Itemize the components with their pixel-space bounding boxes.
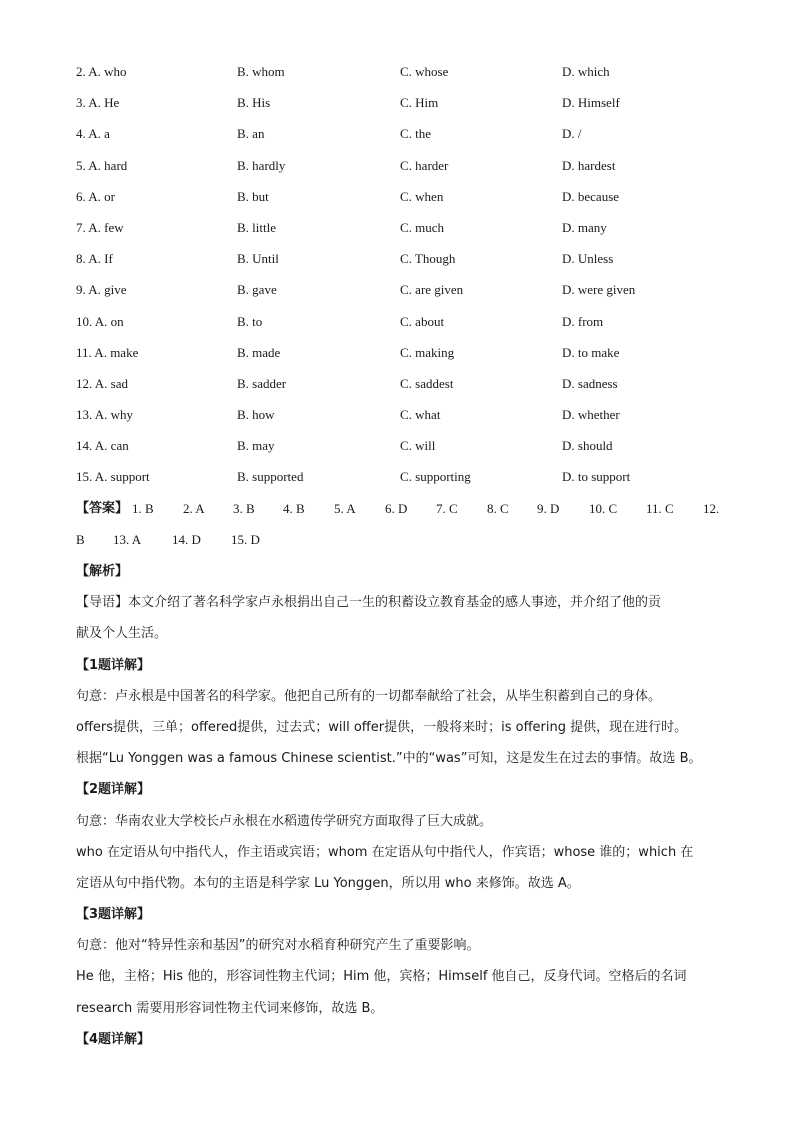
option-a: 11. A. make xyxy=(76,344,139,360)
option-a: 4. A. a xyxy=(76,126,110,142)
answer-item: 10. C xyxy=(589,501,618,516)
option-row xyxy=(76,312,736,343)
answer-label: 【答案】 xyxy=(76,501,129,516)
option-row xyxy=(76,93,736,124)
q1-line: 根据“Lu Yonggen was a famous Chinese scientist.”中的“was”可知，这是发生在过去的事情。故选 B。 xyxy=(76,751,702,767)
option-a: 8. A. If xyxy=(76,251,113,267)
option-c: C. what xyxy=(400,407,441,423)
q2-line: 句意：华南农业大学校长卢永根在水稻遗传学研究方面取得了巨大成就。 xyxy=(76,813,493,829)
option-d: D. hardest xyxy=(562,157,616,173)
q3-line: 句意：他对“特异性亲和基因”的研究对水稻育种研究产生了重要影响。 xyxy=(76,938,480,954)
option-b: B. an xyxy=(237,126,265,142)
answer-item: 9. D xyxy=(537,501,560,516)
q2-line: who 在定语从句中指代人，作主语或宾语；whom 在定语从句中指代人，作宾语；whose 谁的；which 在 xyxy=(76,844,694,860)
option-a: 15. A. support xyxy=(76,469,150,485)
option-row xyxy=(76,343,736,374)
option-row xyxy=(76,124,736,155)
option-a: 10. A. on xyxy=(76,313,124,329)
option-a: 9. A. give xyxy=(76,282,127,298)
answer-item: 12. xyxy=(703,501,720,516)
option-row xyxy=(76,374,736,405)
answer-line-2 xyxy=(76,530,736,561)
option-d: D. to support xyxy=(562,469,631,485)
option-c: C. much xyxy=(400,219,445,235)
option-c: C. Though xyxy=(400,251,456,267)
q3-line: He 他，主格；His 他的，形容词性物主代词；Him 他，宾格；Himself 他自己，反身代词。空格后的名词 xyxy=(76,969,687,985)
option-c: C. supporting xyxy=(400,469,471,485)
option-d: D. / xyxy=(562,126,582,142)
option-b: B. may xyxy=(237,438,275,454)
option-c: C. making xyxy=(400,344,455,360)
answer-block xyxy=(76,499,736,561)
option-d: D. were given xyxy=(562,282,636,298)
intro-line: 【导语】本文介绍了著名科学家卢永根捐出自己一生的积蓄设立教育基金的感人事迹，并介绍了他的贡 xyxy=(76,595,662,611)
option-row xyxy=(76,436,736,467)
option-row xyxy=(76,218,736,249)
option-d: D. many xyxy=(562,219,607,235)
option-c: C. will xyxy=(400,438,436,454)
option-a: 12. A. sad xyxy=(76,375,128,391)
option-a: 7. A. few xyxy=(76,219,124,235)
answer-item: 11. C xyxy=(646,501,674,516)
analysis-heading: 【解析】 xyxy=(76,564,129,579)
answer-item: 15. D xyxy=(231,532,260,547)
option-d: D. whether xyxy=(562,407,620,423)
option-a: 6. A. or xyxy=(76,188,115,204)
option-d: D. which xyxy=(562,64,610,79)
answer-line-1 xyxy=(76,499,736,530)
option-row xyxy=(76,187,736,218)
answer-item: 3. B xyxy=(233,501,255,516)
option-c: C. when xyxy=(400,188,444,204)
option-d: D. Unless xyxy=(562,251,614,267)
q2-line: 定语从句中指代物。本句的主语是科学家 Lu Yonggen，所以用 who 来修饰。故选 A。 xyxy=(76,875,580,891)
option-c: C. harder xyxy=(400,157,449,173)
option-b: B. Until xyxy=(237,251,279,267)
option-c: C. about xyxy=(400,313,445,329)
analysis-section xyxy=(76,561,724,1060)
option-row xyxy=(76,249,736,280)
option-d: D. to make xyxy=(562,344,620,360)
option-b: B. sadder xyxy=(237,375,287,391)
q4-heading: 【4题详解】 xyxy=(76,1031,151,1047)
option-b: B. supported xyxy=(237,469,304,485)
option-row xyxy=(76,405,736,436)
option-b: B. but xyxy=(237,188,269,204)
answer-item: 4. B xyxy=(283,501,305,516)
option-b: B. made xyxy=(237,344,281,360)
option-b: B. hardly xyxy=(237,157,286,173)
q1-heading: 【1题详解】 xyxy=(76,657,151,673)
options-table xyxy=(76,62,736,499)
option-a: 5. A. hard xyxy=(76,157,128,173)
option-d: D. because xyxy=(562,188,620,204)
option-a: 2. A. who xyxy=(76,64,127,79)
option-d: D. should xyxy=(562,438,613,454)
answer-item: 7. C xyxy=(436,501,458,516)
answer-item: 6. D xyxy=(385,501,408,516)
option-a: 13. A. why xyxy=(76,407,134,423)
option-row xyxy=(76,280,736,311)
option-b: B. gave xyxy=(237,282,277,298)
answer-item: 2. A xyxy=(183,501,205,516)
option-a: 14. A. can xyxy=(76,438,129,454)
option-b: B. whom xyxy=(237,64,285,79)
option-row xyxy=(76,62,736,93)
option-c: C. the xyxy=(400,126,432,142)
intro-line: 献及个人生活。 xyxy=(76,626,168,642)
q3-line: research 需要用形容词性物主代词来修饰，故选 B。 xyxy=(76,1000,384,1016)
answer-item: 13. A xyxy=(113,532,142,547)
option-c: C. whose xyxy=(400,64,449,79)
option-c: C. are given xyxy=(400,282,464,298)
q1-line: 句意：卢永根是中国著名的科学家。他把自己所有的一切都奉献给了社会，从毕生积蓄到自己的身体。 xyxy=(76,688,662,704)
option-b: B. how xyxy=(237,407,275,423)
option-d: D. sadness xyxy=(562,375,618,391)
option-a: 3. A. He xyxy=(76,95,120,111)
q3-heading: 【3题详解】 xyxy=(76,907,151,923)
option-d: D. from xyxy=(562,313,604,329)
answer-item: 5. A xyxy=(334,501,356,516)
answer-item: 8. C xyxy=(487,501,509,516)
q2-heading: 【2题详解】 xyxy=(76,782,151,798)
answer-item: 1. B xyxy=(132,501,154,516)
answer-item: 14. D xyxy=(172,532,201,547)
option-b: B. to xyxy=(237,313,263,329)
answer-item: B xyxy=(76,532,85,547)
option-d: D. Himself xyxy=(562,95,620,111)
q1-line: offers提供，三单；offered提供，过去式；will offer提供，一般将来时；is offering 提供，现在进行时。 xyxy=(76,719,688,735)
option-c: C. Him xyxy=(400,95,439,111)
option-c: C. saddest xyxy=(400,375,454,391)
option-b: B. little xyxy=(237,219,276,235)
option-row xyxy=(76,467,736,498)
option-row xyxy=(76,156,736,187)
option-b: B. His xyxy=(237,95,271,111)
